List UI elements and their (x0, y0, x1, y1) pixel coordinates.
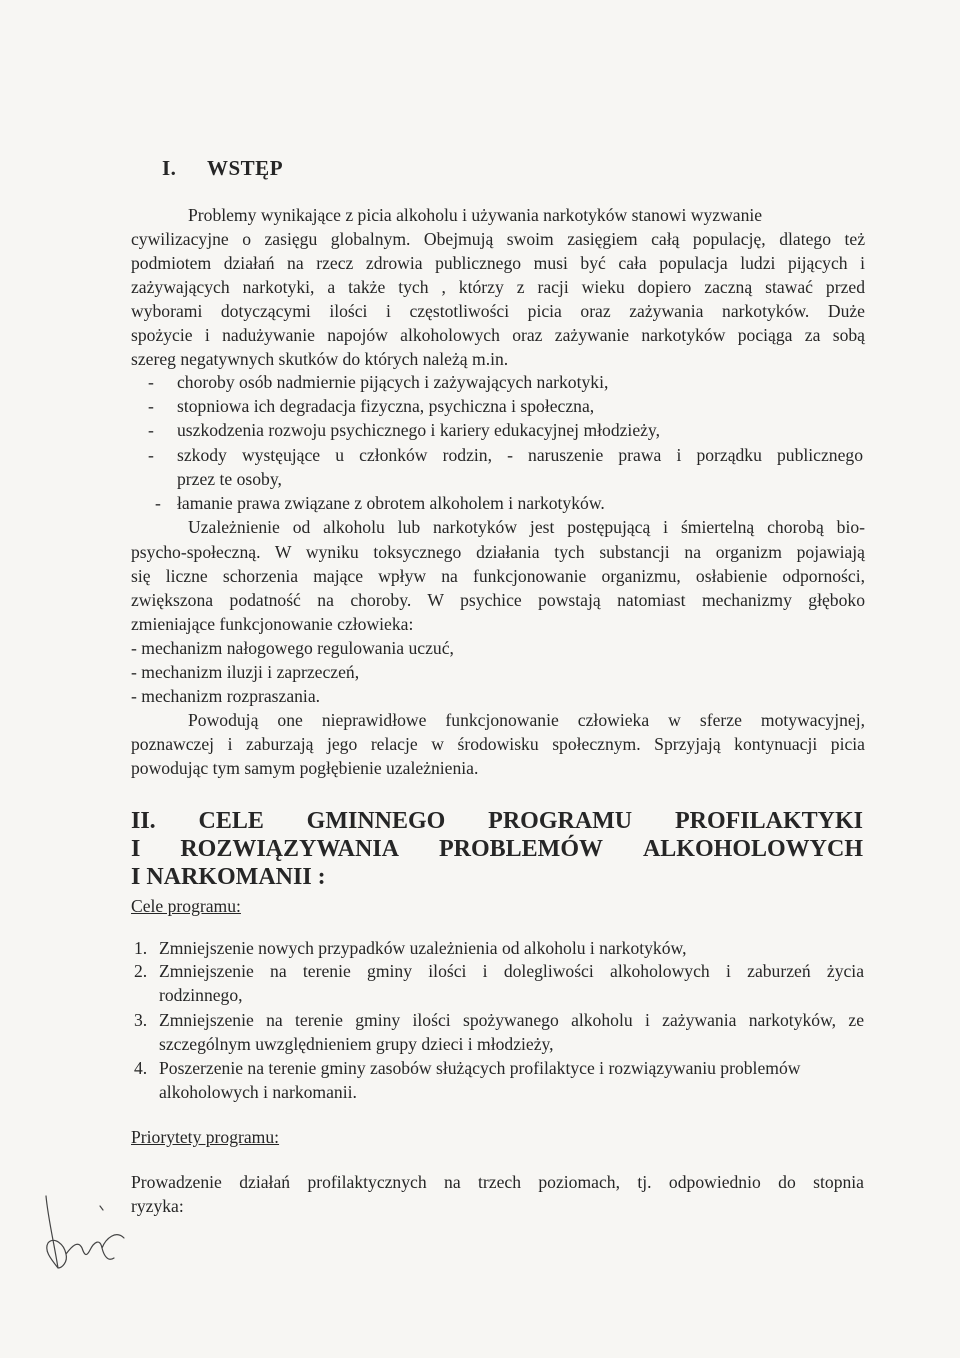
bullet-item: choroby osób nadmiernie pijących i zażywających narkotyki, (177, 372, 609, 392)
intro-line-1: Problemy wynikające z picia alkoholu i używania narkotyków stanowi wyzwanie (188, 205, 763, 225)
goal-text-continuation: rodzinnego, (159, 985, 243, 1005)
mechanism-item: - mechanizm nałogowego regulowania uczuć, (131, 638, 454, 658)
goal-number: 2. (134, 961, 148, 981)
section-1-title: WSTĘP (207, 156, 284, 180)
priorities-heading: Priorytety programu: (131, 1127, 280, 1147)
priorities-line-2: ryzyka: (131, 1196, 184, 1216)
goal-number: 1. (134, 938, 148, 958)
section-2-title-word: ROZWIĄZYWANIA (180, 836, 400, 862)
goals-heading: Cele programu: (131, 896, 241, 916)
section-2-title-line-2 (131, 836, 863, 863)
para2-line-2: psycho-społeczną. W wyniku toksycznego działania tych substancji na organizm pojawiają (131, 542, 865, 562)
section-2-title-word: PROBLEMÓW (438, 836, 603, 862)
section-2-title-word: GMINNEGO (306, 808, 446, 834)
goal-text: Zmniejszenie na terenie gminy ilości i dolegliwości alkoholowych i zaburzeń życia (159, 961, 864, 981)
goal-text: Poszerzenie na terenie gminy zasobów służących profilaktyce i rozwiązywaniu problemów (159, 1058, 801, 1078)
goal-number: 4. (134, 1058, 148, 1078)
bullet-item-continuation: przez te osoby, (177, 469, 282, 489)
signature-mark (28, 1188, 138, 1288)
bullet-dash: - (148, 396, 154, 416)
para2-line-1: Uzależnienie od alkoholu lub narkotyków jest postępującą i śmiertelną chorobą bio- (188, 517, 865, 537)
section-2-title-line-1 (131, 808, 863, 835)
section-1-number: I. (162, 156, 177, 180)
priorities-line-1: Prowadzenie działań profilaktycznych na trzech poziomach, tj. odpowiednio do stopnia (131, 1172, 864, 1192)
bullet-dash: - (155, 493, 161, 513)
para3-line-2: poznawczej i zaburzają jego relacje w środowisku społecznym. Sprzyjają kontynuacji picia (131, 734, 865, 754)
goal-number: 3. (134, 1010, 148, 1030)
bullet-dash: - (148, 372, 154, 392)
mechanism-item: - mechanizm iluzji i zaprzeczeń, (131, 662, 360, 682)
section-2-title-word: PROGRAMU (488, 808, 633, 834)
bullet-item: szkody wystęujące u członków rodzin, - naruszenie prawa i porządku publicznego (177, 445, 863, 465)
intro-line-4: zażywających narkotyki, a także tych , którzy z racji wieku dopiero zaczną stawać przed (131, 277, 865, 297)
mechanism-item: - mechanizm rozpraszania. (131, 686, 321, 706)
section-2-title-line-3: I NARKOMANII : (131, 864, 326, 890)
section-2-number: II. (131, 808, 156, 834)
goal-text-continuation: szczególnym uwzględnieniem grupy dzieci i młodzieży, (159, 1034, 554, 1054)
section-2-title-word: ALKOHOLOWYCH (642, 836, 863, 862)
intro-line-7: szereg negatywnych skutków do których należą m.in. (131, 349, 509, 369)
intro-line-6: spożycie i nadużywanie napojów alkoholowych oraz zażywanie narkotyków pociąga za sobą (131, 325, 865, 345)
bullet-dash: - (148, 420, 154, 440)
section-2-title-word: PROFILAKTYKI (674, 808, 863, 834)
bullet-item: łamanie prawa związane z obrotem alkoholem i narkotyków. (177, 493, 605, 513)
bullet-dash: - (148, 445, 154, 465)
para3-line-1: Powodują one nieprawidłowe funkcjonowanie człowieka w sferze motywacyjnej, (188, 710, 865, 730)
bullet-item: stopniowa ich degradacja fizyczna, psychiczna i społeczna, (177, 396, 595, 416)
para2-line-5: zmieniające funkcjonowanie człowieka: (131, 614, 414, 634)
bullet-item: uszkodzenia rozwoju psychicznego i kariery edukacyjnej młodzieży, (177, 420, 660, 440)
para3-line-3: powodując tym samym pogłębienie uzależnienia. (131, 758, 479, 778)
para2-line-4: zwiększona podatność na choroby. W psychice powstają natomiast mechanizmy głęboko (131, 590, 865, 610)
section-2-title-word: CELE (198, 808, 264, 834)
intro-line-5: wyborami dotyczącymi ilości i częstotliwości picia oraz zażywania narkotyków. Duże (131, 301, 865, 321)
goal-text: Zmniejszenie nowych przypadków uzależnienia od alkoholu i narkotyków, (159, 938, 687, 958)
intro-line-2: cywilizacyjne o zasięgu globalnym. Obejmują swoim zasięgiem całą populację, dlatego też (131, 229, 865, 249)
para2-line-3: się liczne schorzenia mające wpływ na funkcjonowanie organizmu, osłabienie odporności, (131, 566, 865, 586)
intro-line-3: podmiotem działań na rzecz zdrowia publicznego musi być cała populacja ludzi pijących i (131, 253, 865, 273)
section-2-title-word: I (131, 836, 141, 862)
goal-text-continuation: alkoholowych i narkomanii. (159, 1082, 357, 1102)
goal-text: Zmniejszenie na terenie gminy ilości spożywanego alkoholu i zażywania narkotyków, ze (159, 1010, 864, 1030)
